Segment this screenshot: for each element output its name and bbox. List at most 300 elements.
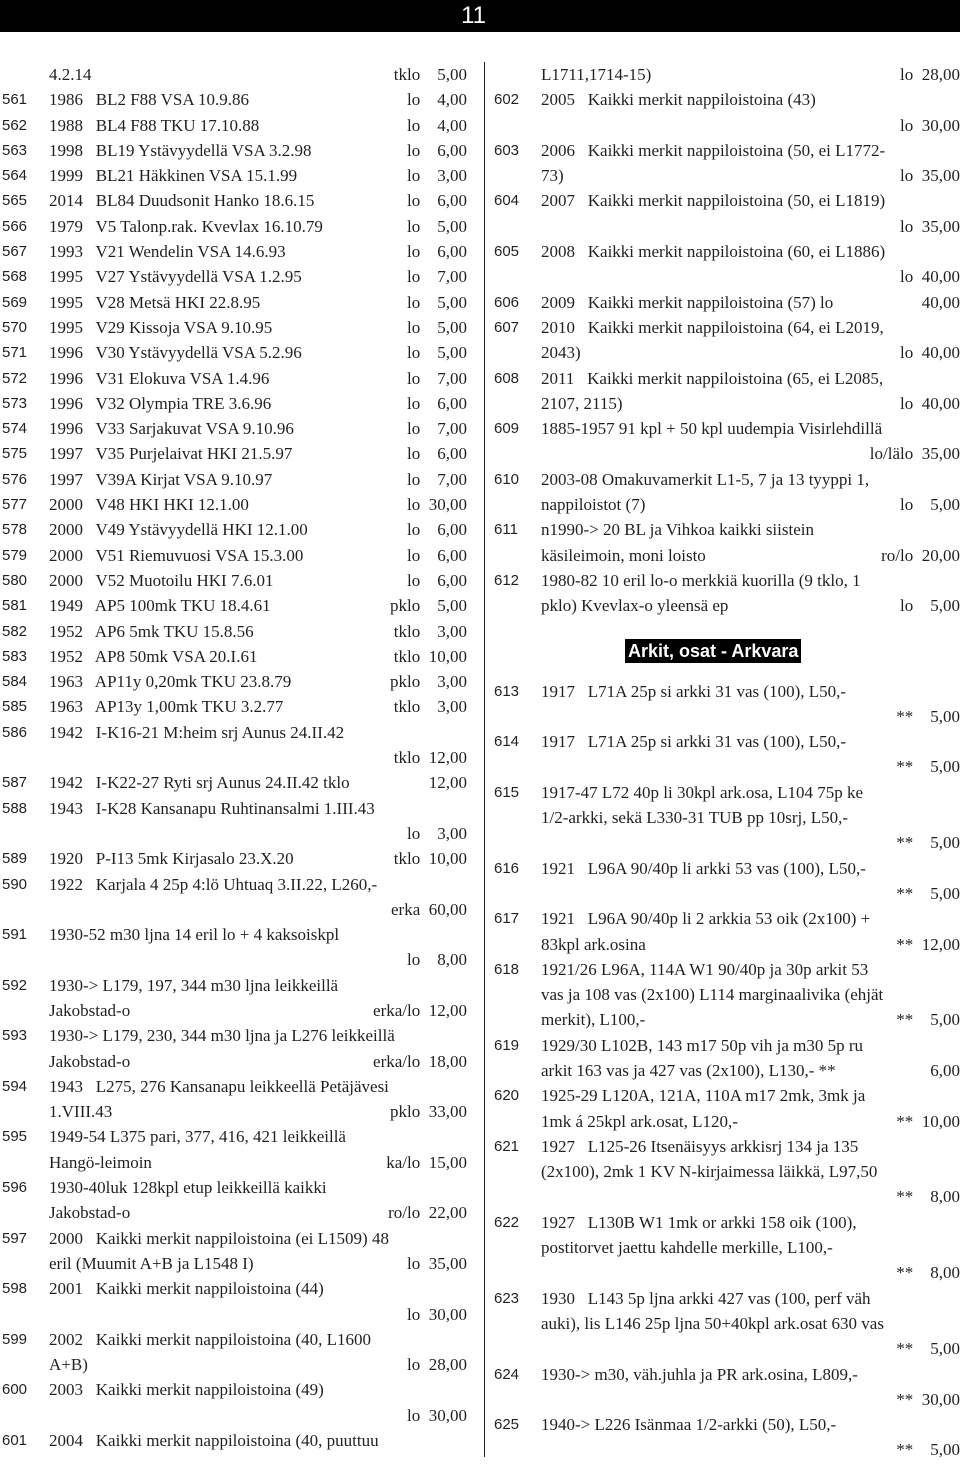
lot-price: lo 6,00 bbox=[407, 393, 467, 413]
lot-number: 616 bbox=[494, 859, 520, 877]
lot-description bbox=[49, 1226, 467, 1277]
lot-entry bbox=[2, 138, 467, 163]
lot-number: 570 bbox=[2, 318, 28, 336]
lot-line bbox=[541, 1387, 960, 1412]
lot-price: lo 6,00 bbox=[407, 191, 467, 211]
lot-text: 1927 L125-26 Itsenäisyys arkkisrj 134 ja 135 bbox=[541, 1136, 859, 1156]
lot-text: 1921/26 L96A, 114A W1 90/40p ja 30p arkit 53 bbox=[541, 959, 869, 979]
lot-line bbox=[541, 906, 960, 931]
lot-description bbox=[49, 467, 467, 492]
lot-price: lo 6,00 bbox=[407, 570, 467, 590]
lot-text: 1930-> m30, väh.juhla ja PR ark.osina, L809,- bbox=[541, 1364, 858, 1384]
lot-text bbox=[541, 881, 880, 906]
lot-line bbox=[541, 467, 960, 492]
lot-number: 611 bbox=[494, 521, 518, 539]
lot-price: lo 5,00 bbox=[900, 596, 960, 616]
lot-price: ** 5,00 bbox=[896, 1440, 960, 1460]
lot-number: 601 bbox=[2, 1432, 28, 1450]
lot-price: lo 30,00 bbox=[900, 115, 960, 135]
lot-description bbox=[541, 315, 960, 366]
lot-line bbox=[541, 492, 960, 517]
lot-text: 1mk á 25kpl ark.osat, L120,- bbox=[541, 1111, 738, 1131]
lot-line bbox=[49, 1276, 467, 1301]
lot-line bbox=[49, 1428, 467, 1453]
lot-line bbox=[49, 214, 467, 239]
lot-price: ** 5,00 bbox=[896, 1010, 960, 1030]
lot-text: n1990-> 20 BL ja Vihkoa kaikki siistein bbox=[541, 520, 814, 540]
lot-text: 4.2.14 bbox=[49, 65, 92, 84]
lot-text bbox=[49, 1302, 387, 1327]
lot-number: 595 bbox=[2, 1128, 28, 1146]
lot-text: 1930-> L179, 197, 344 m30 ljna leikkeillä bbox=[49, 975, 339, 995]
lot-price: lo 5,00 bbox=[407, 292, 467, 312]
lot-price: erka/lo 18,00 bbox=[373, 1051, 467, 1071]
lot-entry bbox=[494, 315, 960, 366]
lot-price: lo 6,00 bbox=[407, 545, 467, 565]
lot-text: 1921 L96A 90/40p li 2 arkkia 53 oik (2x100) + bbox=[541, 909, 871, 929]
lot-text: 1930-> L179, 230, 344 m30 ljna ja L276 leikkeillä bbox=[49, 1026, 395, 1046]
lot-price: lo 6,00 bbox=[407, 520, 467, 540]
lot-description bbox=[49, 416, 467, 441]
right-column bbox=[494, 62, 960, 1463]
lot-entry bbox=[494, 1362, 960, 1413]
lot-text: 2001 Kaikki merkit nappiloistoina (44) bbox=[49, 1279, 324, 1299]
lot-entry bbox=[2, 872, 467, 923]
lot-line bbox=[49, 720, 467, 745]
lot-price: ** 12,00 bbox=[896, 934, 960, 954]
lot-line bbox=[49, 846, 467, 871]
lot-entry bbox=[494, 1083, 960, 1134]
lot-line bbox=[49, 113, 467, 138]
lot-entry bbox=[494, 729, 960, 780]
page-number-bar bbox=[0, 0, 960, 32]
lot-price: lo 40,00 bbox=[900, 267, 960, 287]
lot-line bbox=[541, 1033, 960, 1058]
left-column bbox=[2, 62, 467, 1453]
lot-entry bbox=[2, 1377, 467, 1428]
lot-text: 1997 V39A Kirjat VSA 9.10.97 bbox=[49, 469, 273, 489]
lot-line bbox=[541, 1336, 960, 1361]
lot-price: tklo 3,00 bbox=[393, 697, 467, 717]
lot-price: lo 30,00 bbox=[407, 495, 467, 515]
lot-line bbox=[541, 780, 960, 805]
lot-line bbox=[541, 340, 960, 365]
lot-number: 607 bbox=[494, 318, 520, 336]
lot-description bbox=[49, 694, 467, 719]
lot-line bbox=[541, 163, 960, 188]
lot-price: lo 7,00 bbox=[407, 368, 467, 388]
lot-line bbox=[49, 1049, 467, 1074]
lot-text: A+B) bbox=[49, 1355, 88, 1375]
lot-line bbox=[541, 830, 960, 855]
lot-entry bbox=[2, 644, 467, 669]
lot-entry bbox=[494, 957, 960, 1033]
lot-number: 565 bbox=[2, 192, 28, 210]
lot-line bbox=[541, 729, 960, 754]
lot-number: 580 bbox=[2, 571, 28, 589]
lot-text: Jakobstad-o bbox=[49, 1051, 131, 1071]
lot-line bbox=[49, 568, 467, 593]
lot-line bbox=[49, 517, 467, 542]
lot-line bbox=[49, 1226, 467, 1251]
lot-entry bbox=[494, 366, 960, 417]
lot-price: lo 6,00 bbox=[407, 242, 467, 262]
lot-description bbox=[49, 517, 467, 542]
lot-number: 590 bbox=[2, 875, 28, 893]
lot-line bbox=[49, 644, 467, 669]
lot-number: 597 bbox=[2, 1229, 28, 1247]
section-heading: Arkit, osat - Arkvara bbox=[625, 639, 801, 663]
lot-entry bbox=[2, 720, 467, 771]
lot-description bbox=[49, 441, 467, 466]
lot-line bbox=[541, 1159, 960, 1184]
lot-text bbox=[541, 1184, 880, 1209]
lot-number: 574 bbox=[2, 420, 28, 438]
lot-text: Jakobstad-o bbox=[49, 1203, 131, 1223]
lot-description bbox=[49, 872, 467, 923]
lot-description bbox=[541, 1210, 960, 1286]
lot-line bbox=[49, 492, 467, 517]
lot-entry bbox=[2, 517, 467, 542]
lot-entry bbox=[2, 619, 467, 644]
lot-price: ** 30,00 bbox=[896, 1389, 960, 1409]
lot-text: 1/2-arkki, sekä L330-31 TUB pp 10srj, L50,- bbox=[541, 808, 849, 828]
lot-line bbox=[541, 1083, 960, 1108]
lot-price: ro/lo 20,00 bbox=[881, 545, 960, 565]
lot-line bbox=[541, 62, 960, 87]
lot-description bbox=[49, 1276, 467, 1327]
lot-line bbox=[49, 1200, 467, 1225]
lot-line bbox=[49, 1175, 467, 1200]
lot-text: 1996 V33 Sarjakuvat VSA 9.10.96 bbox=[49, 419, 294, 439]
lot-text: 2007 Kaikki merkit nappiloistoina (50, ei L1819) bbox=[541, 191, 886, 211]
lot-price: lo 40,00 bbox=[900, 393, 960, 413]
lot-line bbox=[49, 922, 467, 947]
lot-price: ro/lo 22,00 bbox=[388, 1203, 467, 1223]
lot-entry bbox=[2, 846, 467, 871]
lot-description bbox=[49, 1377, 467, 1428]
lot-text bbox=[49, 1403, 387, 1428]
lot-line bbox=[541, 315, 960, 340]
lot-line bbox=[49, 973, 467, 998]
lot-text: 1949-54 L375 pari, 377, 416, 421 leikkeillä bbox=[49, 1127, 346, 1147]
lot-text: 2010 Kaikki merkit nappiloistoina (64, ei L2019, bbox=[541, 317, 884, 337]
lot-line bbox=[49, 87, 467, 112]
lot-line bbox=[49, 315, 467, 340]
lot-description bbox=[541, 62, 960, 87]
lot-price: ** 5,00 bbox=[896, 883, 960, 903]
lot-text: auki), lis L146 25p ljna 50+40kpl ark.osat 630 vas bbox=[541, 1313, 884, 1333]
lot-price: tklo 12,00 bbox=[393, 748, 467, 768]
lot-text: 1995 V29 Kissoja VSA 9.10.95 bbox=[49, 317, 273, 337]
lot-description bbox=[541, 856, 960, 907]
lot-text: 2008 Kaikki merkit nappiloistoina (60, ei L1886) bbox=[541, 242, 886, 262]
lot-text: 1942 I-K22-27 Ryti srj Aunus 24.II.42 tklo bbox=[49, 773, 350, 793]
lot-number: 593 bbox=[2, 1027, 28, 1045]
lot-text: 1996 V30 Ystävyydellä VSA 5.2.96 bbox=[49, 343, 302, 363]
lot-entry bbox=[2, 366, 467, 391]
lot-entry bbox=[494, 1412, 960, 1463]
lot-number: 589 bbox=[2, 850, 28, 868]
lot-text: 1996 V31 Elokuva VSA 1.4.96 bbox=[49, 368, 270, 388]
lot-line bbox=[541, 1134, 960, 1159]
lot-text: 73) bbox=[541, 166, 564, 186]
lot-description bbox=[49, 770, 467, 795]
lot-text: 2004 Kaikki merkit nappiloistoina (40, puuttuu bbox=[49, 1431, 379, 1451]
lot-line bbox=[49, 239, 467, 264]
lot-price: lo 35,00 bbox=[900, 216, 960, 236]
column-divider bbox=[484, 62, 485, 1457]
lot-price: lo 6,00 bbox=[407, 444, 467, 464]
lot-number: 602 bbox=[494, 91, 520, 109]
lot-line bbox=[541, 1286, 960, 1311]
lot-description bbox=[541, 467, 960, 518]
lot-entry bbox=[494, 568, 960, 619]
lot-text: 1921 L96A 90/40p li arkki 53 vas (100), L50,- bbox=[541, 858, 866, 878]
lot-description bbox=[541, 290, 960, 315]
lot-number: 591 bbox=[2, 926, 28, 944]
lot-price: 40,00 bbox=[921, 292, 960, 312]
lot-text: 2000 V49 Ystävyydellä HKI 12.1.00 bbox=[49, 520, 308, 540]
lot-line bbox=[541, 881, 960, 906]
lot-number: 598 bbox=[2, 1280, 28, 1298]
lot-description bbox=[49, 113, 467, 138]
lot-number: 584 bbox=[2, 673, 28, 691]
lot-number bbox=[2, 62, 49, 87]
lot-entry bbox=[494, 517, 960, 568]
lot-text: 1943 L275, 276 Kansanapu leikkeellä Petäjävesi bbox=[49, 1076, 389, 1096]
lot-line bbox=[49, 897, 467, 922]
lot-description bbox=[541, 780, 960, 856]
lot-text: postitorvet jaettu kahdelle merkille, L100,- bbox=[541, 1238, 833, 1258]
lot-entry bbox=[2, 973, 467, 1024]
lot-line bbox=[541, 239, 960, 264]
lot-number: 561 bbox=[2, 91, 28, 109]
lot-entry bbox=[2, 62, 467, 87]
lot-description bbox=[49, 846, 467, 871]
lot-line bbox=[49, 1124, 467, 1149]
lot-number: 606 bbox=[494, 293, 520, 311]
lot-entry bbox=[2, 264, 467, 289]
lot-text: 1927 L130B W1 1mk or arkki 158 oik (100), bbox=[541, 1212, 857, 1232]
lot-text: 1.VIII.43 bbox=[49, 1102, 113, 1122]
lot-entry bbox=[2, 416, 467, 441]
lot-text: 2011 Kaikki merkit nappiloistoina (65, ei L2085, bbox=[541, 368, 884, 388]
lot-text: 1988 BL4 F88 TKU 17.10.88 bbox=[49, 115, 260, 135]
lot-price: erka/lo 12,00 bbox=[373, 1000, 467, 1020]
lot-text: 1963 AP11y 0,20mk TKU 23.8.79 bbox=[49, 672, 292, 692]
lot-line bbox=[49, 1023, 467, 1048]
lot-line bbox=[541, 1007, 960, 1032]
lot-price: ** 10,00 bbox=[896, 1111, 960, 1131]
lot-line bbox=[49, 416, 467, 441]
lot-entry bbox=[2, 770, 467, 795]
lot-number: 577 bbox=[2, 496, 28, 514]
lot-entry bbox=[494, 290, 960, 315]
lot-line bbox=[541, 366, 960, 391]
lot-text: 1885-1957 91 kpl + 50 kpl uudempia Visirlehdillä bbox=[541, 419, 883, 439]
lot-text bbox=[541, 830, 880, 855]
lot-number: 571 bbox=[2, 344, 28, 362]
lot-line bbox=[541, 391, 960, 416]
lot-line bbox=[49, 1302, 467, 1327]
lot-text bbox=[541, 754, 880, 779]
lot-description bbox=[49, 87, 467, 112]
lot-description bbox=[541, 1412, 960, 1463]
lot-text: 1930 L143 5p ljna arkki 427 vas (100, perf väh bbox=[541, 1288, 871, 1308]
lot-text: 1952 AP6 5mk TKU 15.8.56 bbox=[49, 621, 254, 641]
lot-text: 1979 V5 Talonp.rak. Kvevlax 16.10.79 bbox=[49, 216, 323, 236]
lot-text: 1920 P-I13 5mk Kirjasalo 23.X.20 bbox=[49, 849, 294, 869]
lot-description bbox=[49, 593, 467, 618]
lot-line bbox=[49, 138, 467, 163]
lot-line bbox=[541, 1260, 960, 1285]
lot-entry bbox=[2, 492, 467, 517]
lot-description bbox=[541, 517, 960, 568]
lot-entry bbox=[2, 922, 467, 973]
lot-text: 1952 AP8 50mk VSA 20.I.61 bbox=[49, 646, 258, 666]
lot-number: 569 bbox=[2, 293, 28, 311]
lot-description bbox=[49, 1428, 467, 1453]
lot-text: 1929/30 L102B, 143 m17 50p vih ja m30 5p ru bbox=[541, 1035, 864, 1055]
lot-text: 2002 Kaikki merkit nappiloistoina (40, L1600 bbox=[49, 1329, 372, 1349]
lot-number: 615 bbox=[494, 783, 520, 801]
lot-line bbox=[49, 1377, 467, 1402]
lot-line bbox=[49, 62, 467, 87]
lot-number: 617 bbox=[494, 910, 520, 928]
lot-description bbox=[541, 416, 960, 467]
lot-text bbox=[49, 821, 387, 846]
lot-description bbox=[49, 669, 467, 694]
lot-line bbox=[49, 1074, 467, 1099]
lot-price: ** 5,00 bbox=[896, 757, 960, 777]
lot-text: merkit), L100,- bbox=[541, 1010, 646, 1030]
lot-price bbox=[387, 1428, 467, 1453]
lot-number: 568 bbox=[2, 268, 28, 286]
lot-number: 625 bbox=[494, 1416, 520, 1434]
lot-text: 2107, 2115) bbox=[541, 393, 623, 413]
lot-price: lo 28,00 bbox=[407, 1355, 467, 1375]
lot-text: 2009 Kaikki merkit nappiloistoina (57) lo bbox=[541, 292, 834, 312]
lot-line bbox=[541, 543, 960, 568]
lot-text: 2000 Kaikki merkit nappiloistoina (ei L1509) 48 bbox=[49, 1228, 389, 1248]
lot-price: ** 5,00 bbox=[896, 706, 960, 726]
lot-entry bbox=[2, 87, 467, 112]
lot-price: lo 5,00 bbox=[407, 317, 467, 337]
lot-number bbox=[494, 62, 541, 87]
lot-line bbox=[49, 998, 467, 1023]
lot-entry bbox=[494, 780, 960, 856]
lot-entry bbox=[2, 1124, 467, 1175]
lot-number: 609 bbox=[494, 420, 520, 438]
lot-line bbox=[49, 290, 467, 315]
lot-text bbox=[541, 1336, 880, 1361]
lot-entry bbox=[2, 1175, 467, 1226]
lot-line bbox=[541, 805, 960, 830]
lot-line bbox=[49, 745, 467, 770]
section-heading-wrap bbox=[494, 619, 960, 679]
lot-price: lo 35,00 bbox=[407, 1253, 467, 1273]
lot-description bbox=[49, 720, 467, 771]
lot-text bbox=[541, 1437, 880, 1462]
lot-entry bbox=[494, 679, 960, 730]
lot-description bbox=[49, 796, 467, 847]
lot-price: 6,00 bbox=[930, 1060, 960, 1080]
lot-number: 603 bbox=[494, 141, 520, 159]
lot-text: 2000 V48 HKI HKI 12.1.00 bbox=[49, 495, 249, 515]
lot-price: ** 8,00 bbox=[896, 1187, 960, 1207]
lot-number: 621 bbox=[494, 1137, 520, 1155]
lot-description bbox=[49, 214, 467, 239]
lot-price: lo 3,00 bbox=[407, 166, 467, 186]
lot-number: 605 bbox=[494, 243, 520, 261]
lot-entry bbox=[2, 188, 467, 213]
lot-description bbox=[541, 188, 960, 239]
lot-line bbox=[49, 391, 467, 416]
lot-description bbox=[541, 729, 960, 780]
lot-description bbox=[541, 1134, 960, 1210]
lot-entry bbox=[2, 163, 467, 188]
lot-line bbox=[49, 1352, 467, 1377]
lot-description bbox=[541, 1083, 960, 1134]
lot-number: 612 bbox=[494, 571, 520, 589]
lot-number: 592 bbox=[2, 976, 28, 994]
lot-line bbox=[49, 441, 467, 466]
lot-number: 587 bbox=[2, 774, 28, 792]
lot-description bbox=[49, 239, 467, 264]
lot-description bbox=[541, 87, 960, 138]
lot-description bbox=[49, 1074, 467, 1125]
lot-text: 2000 V51 Riemuvuosi VSA 15.3.00 bbox=[49, 545, 304, 565]
lot-description bbox=[49, 619, 467, 644]
lot-line bbox=[49, 694, 467, 719]
lot-description bbox=[49, 922, 467, 973]
lot-line bbox=[541, 1235, 960, 1260]
lot-line bbox=[541, 754, 960, 779]
lot-line bbox=[541, 290, 960, 315]
lot-description bbox=[541, 1286, 960, 1362]
lot-description bbox=[541, 138, 960, 189]
lot-number: 588 bbox=[2, 799, 28, 817]
lot-price: tklo 10,00 bbox=[393, 849, 467, 869]
lot-text: 1922 Karjala 4 25p 4:lö Uhtuaq 3.II.22, L260,- bbox=[49, 874, 378, 894]
lot-price: tklo 5,00 bbox=[393, 65, 467, 84]
lot-line bbox=[541, 1311, 960, 1336]
lot-entry bbox=[494, 467, 960, 518]
lot-line bbox=[541, 593, 960, 618]
lot-text bbox=[541, 704, 880, 729]
lot-text: eril (Muumit A+B ja L1548 I) bbox=[49, 1253, 254, 1273]
lot-number: 581 bbox=[2, 597, 28, 615]
lot-number: 564 bbox=[2, 167, 28, 185]
lot-line bbox=[541, 113, 960, 138]
lot-line bbox=[541, 1362, 960, 1387]
lot-line bbox=[541, 679, 960, 704]
lot-description bbox=[49, 188, 467, 213]
lot-text: 2003 Kaikki merkit nappiloistoina (49) bbox=[49, 1380, 324, 1400]
lot-line bbox=[541, 517, 960, 542]
lot-text: 1963 AP13y 1,00mk TKU 3.2.77 bbox=[49, 697, 284, 717]
lot-text: 1940-> L226 Isänmaa 1/2-arkki (50), L50,- bbox=[541, 1415, 837, 1435]
lot-number: 619 bbox=[494, 1036, 520, 1054]
lot-description bbox=[49, 290, 467, 315]
lot-price: ** 5,00 bbox=[896, 833, 960, 853]
lot-description bbox=[541, 1362, 960, 1413]
lot-price: lo 5,00 bbox=[407, 216, 467, 236]
lot-price: pklo 5,00 bbox=[390, 596, 467, 616]
lot-price: ka/lo 15,00 bbox=[386, 1152, 467, 1172]
lot-text: Hangö-leimoin bbox=[49, 1152, 152, 1172]
